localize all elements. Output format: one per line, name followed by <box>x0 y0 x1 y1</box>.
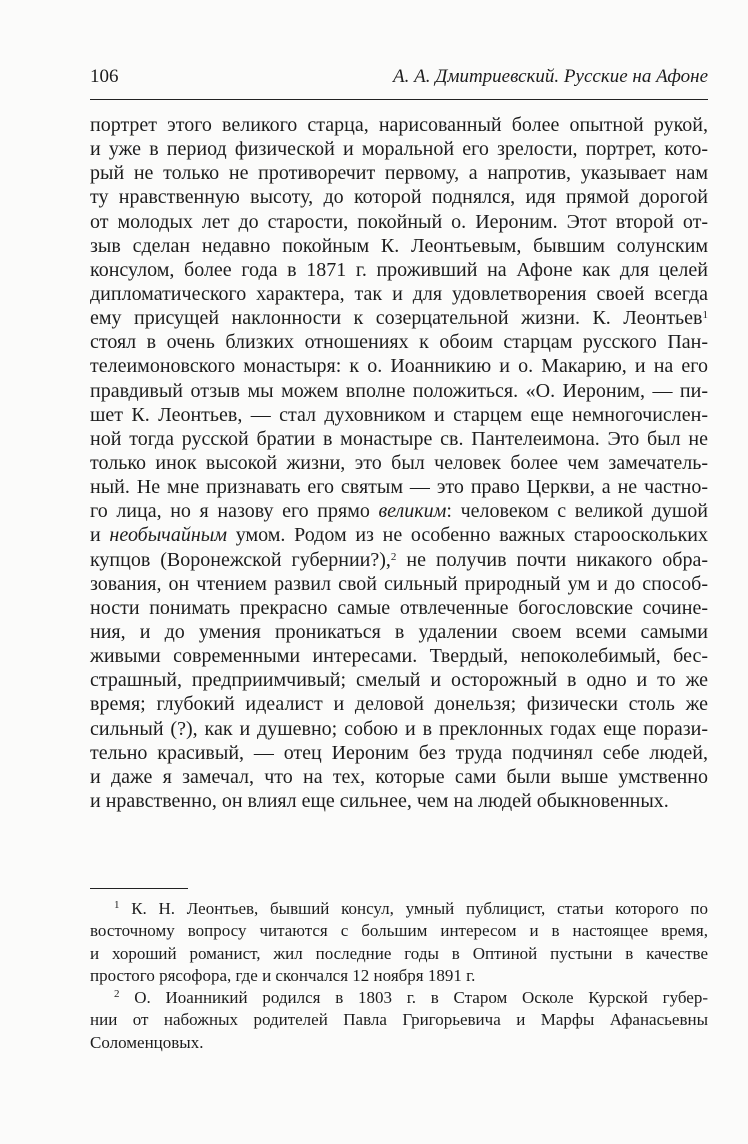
text-line: ной тогда русской братии в монастыре св. Пантелеимона. Это был не <box>90 427 708 450</box>
text-line: время; глубокий идеалист и деловой донельзя; физически столь же <box>90 693 708 716</box>
footnote-line: Соломенцовых. <box>90 1032 204 1052</box>
page-number: 106 <box>90 66 119 87</box>
text-line: страшный, предприимчивый; смелый и осторожный в одно и то же <box>90 669 708 692</box>
footnote-divider <box>90 888 188 889</box>
text-line: только инок высокой жизни, это был человек более чем замечатель- <box>90 451 708 474</box>
footnote-line: восточному вопросу читаются с большим интересом и в настоящее время, <box>90 921 708 941</box>
text-line: сильный (?), как и душевно; собою и в преклонных годах еще порази- <box>90 717 708 740</box>
footnote-2: $^2$ О. Иоанникий родился в 1803 г. в Старом Осколе Курской губер- <box>114 988 709 1008</box>
emphasis-text: великим <box>378 500 447 523</box>
footnote-number: 2 <box>114 988 120 1001</box>
footnote-1: $^1$ К. Н. Леонтьев, бывший консул, умный публицист, статьи которого по <box>114 898 709 918</box>
main-text <box>90 113 708 813</box>
footnote-line: нии от набожных родителей Павла Григорьевича и Марфы Афанасьевны <box>90 1010 708 1030</box>
text-line: ности понимать прекрасно самые отвлеченные богословские сочине- <box>90 596 708 619</box>
emphasis-text: необычайным <box>109 524 228 547</box>
text-line: и необычайным умом. Родом из не особенно важных старооскольких <box>90 524 708 547</box>
footnote-number: 1 <box>114 898 120 911</box>
book-page <box>90 62 709 1052</box>
text-line: ный. Не мне признавать его святым — это право Церкви, а не частно- <box>90 476 708 499</box>
text-line: зования, он чтением развил свой сильный природный ум и до способ- <box>90 572 708 595</box>
footnote-ref-2[interactable]: 2 <box>390 550 397 563</box>
text-line: шет К. Леонтьев, — стал духовником и старцем еще немногочислен- <box>90 403 708 426</box>
text-line: ему присущей наклонности к созерцательной жизни. К. Леонтьев$^1$ <box>90 307 708 330</box>
text-line: рый не только не противоречит первому, а напротив, указывает нам <box>90 162 708 185</box>
text-line: телеимоновского монастыря: к о. Иоанникию и о. Макарию, и на его <box>90 355 708 378</box>
text-line: купцов (Воронежской губернии?),$^2$ не получив почти никакого обра- <box>90 548 708 571</box>
text-line: стоял в очень близких отношениях к обоим старцам русского Пан- <box>90 331 708 354</box>
text-line: и нравственно, он влиял еще сильнее, чем на людей обыкновенных. <box>90 789 669 812</box>
text-line: тельно красивый, — отец Иероним без труда подчинял себе людей, <box>90 741 708 764</box>
text-line: и уже в период физической и моральной его зрелости, портрет, кото- <box>90 138 708 161</box>
text-line: живыми современными интересами. Твердый, непоколебимый, бес- <box>90 645 708 668</box>
running-head <box>90 62 708 92</box>
text-line: го лица, но я назову его прямо великим: человеком с великой душой <box>90 500 708 523</box>
text-line: консулом, более года в 1871 г. проживший на Афоне как для целей <box>90 258 708 281</box>
footnote-line: простого рясофора, где и скончался 12 ноября 1891 г. <box>90 965 476 985</box>
text-line: правдивый отзыв мы можем вполне положиться. «О. Иероним, — пи- <box>90 379 708 402</box>
footnote-line: и хороший романист, жил последние годы в Оптиной пустыни в качестве <box>90 943 708 963</box>
footnotes <box>90 898 708 1054</box>
text-line: и даже я замечал, что на тех, которые сами были выше умственно <box>90 765 708 788</box>
header-divider <box>90 99 708 100</box>
running-title: А. А. Дмитриевский. Русские на Афоне <box>393 66 708 87</box>
text-line: портрет этого великого старца, нарисованный более опытной рукой, <box>90 114 708 136</box>
text-line: от молодых лет до старости, покойный о. Иероним. Этот второй от- <box>90 210 708 233</box>
footnote-ref-1[interactable]: 1 <box>702 309 708 322</box>
text-line: дипломатического характера, так и для удовлетворения своей всегда <box>90 282 708 305</box>
text-line: ния, и до умения проникаться в удалении своем всеми самыми <box>90 620 708 643</box>
text-line: ту нравственную высоту, до которой поднялся, идя прямой дорогой <box>90 186 708 209</box>
text-line: зыв сделан недавно покойным К. Леонтьевым, бывшим солунским <box>90 234 708 257</box>
